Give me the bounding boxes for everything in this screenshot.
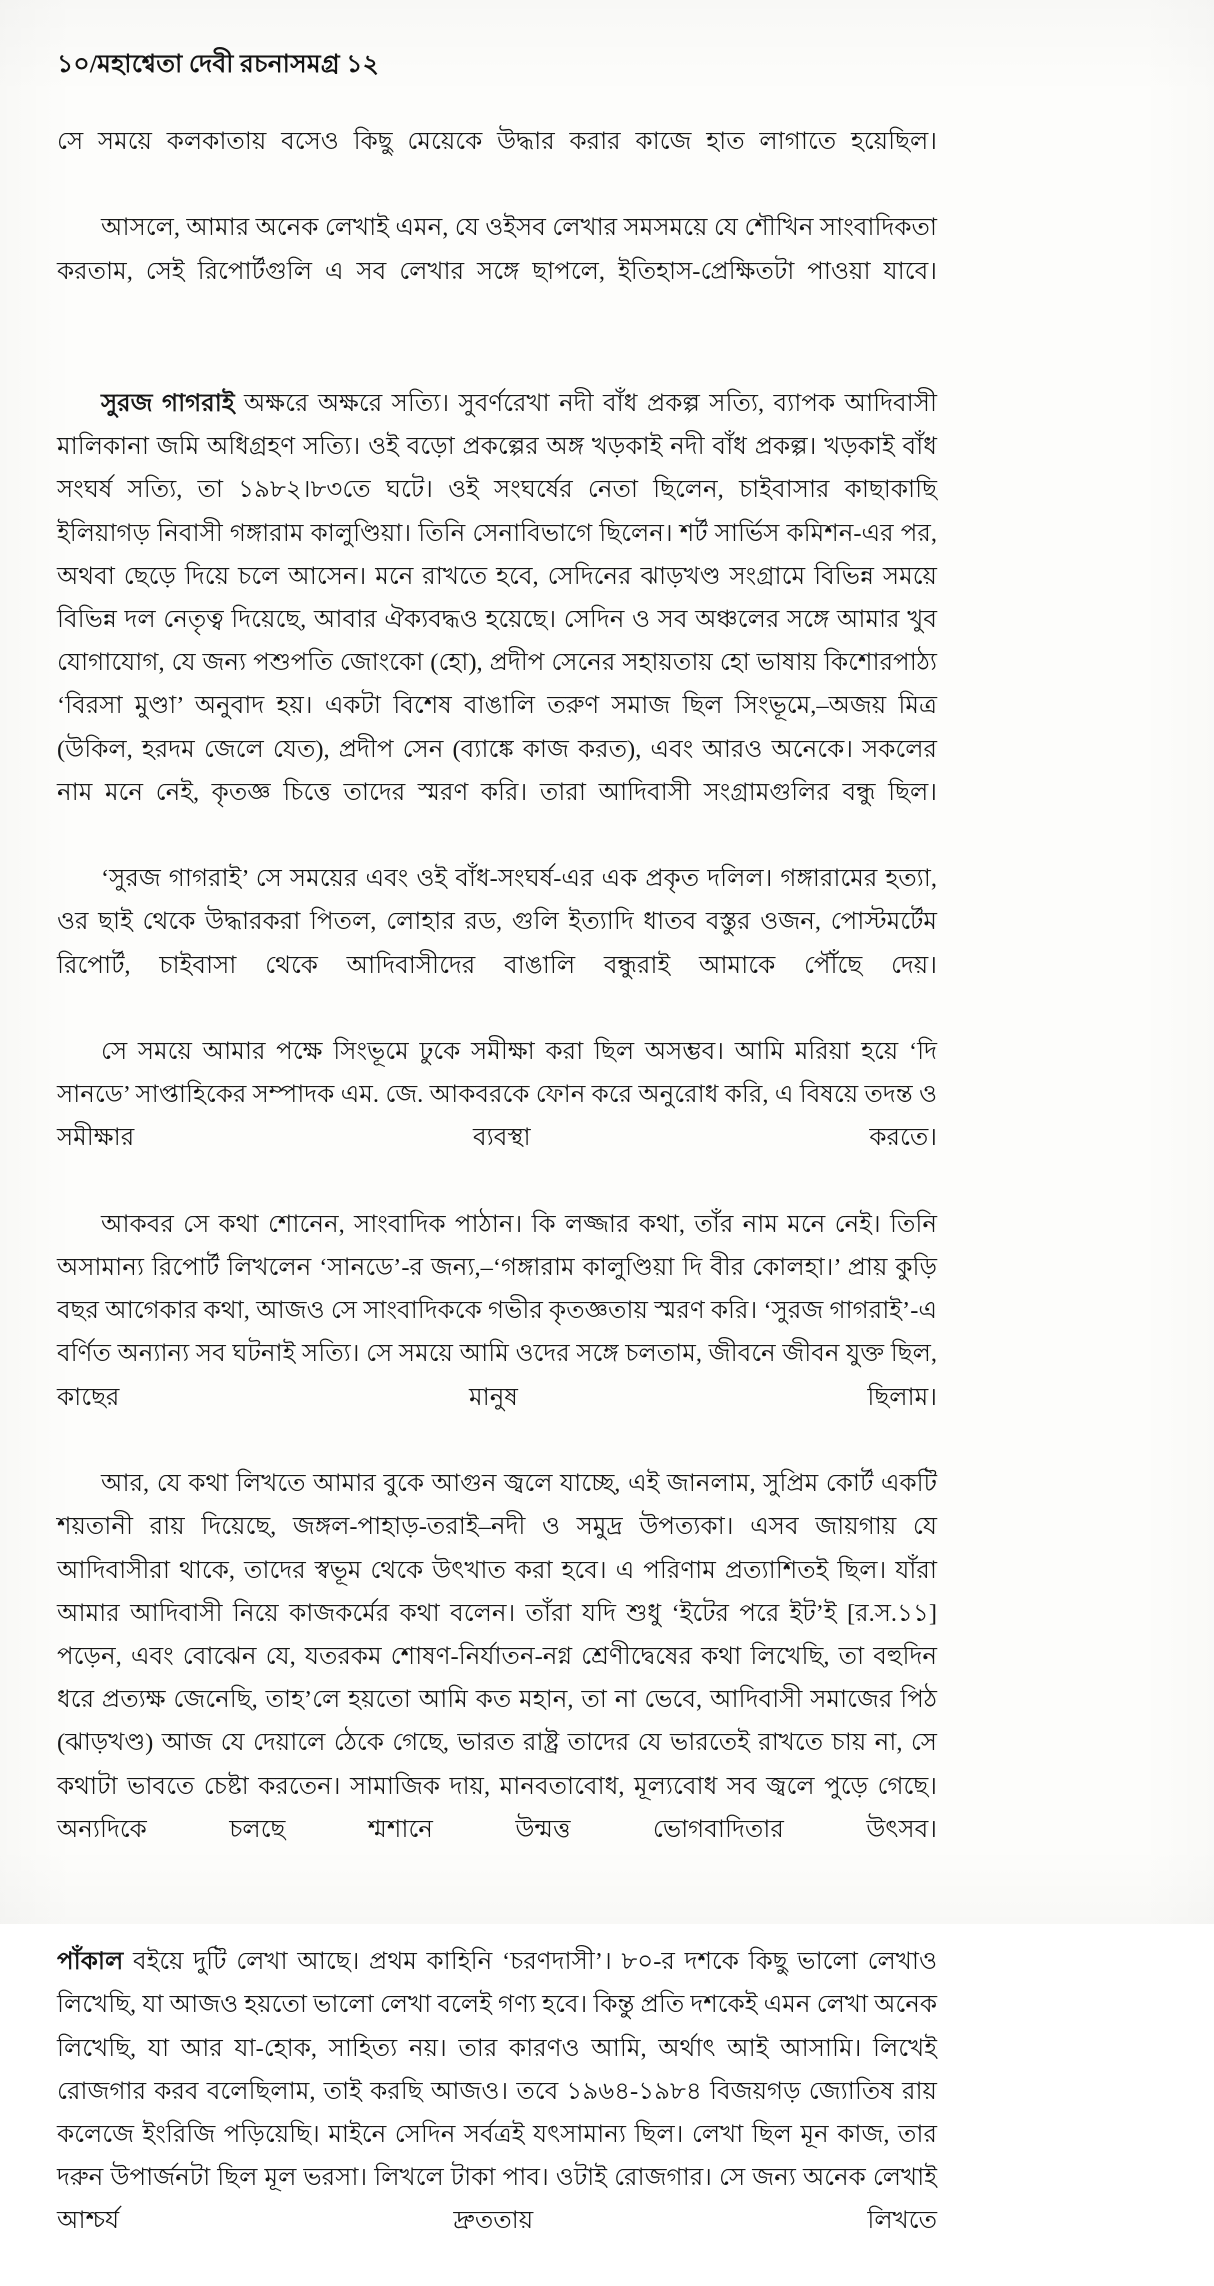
paragraph-text: সে সময়ে আমার পক্ষে সিংভূমে ঢুকে সমীক্ষা করা ছিল অসম্ভব। আমি মরিয়া হয়ে ‘দি সানডে’ সাপ্তাহিকের সম্পাদক এম. জে. আকবরকে ফোন করে অনুরোধ করি, এ বিষয়ে তদন্ত ও সমীক্ষার ব্যবস্থা করতে। [57, 1038, 937, 1152]
paragraph-text: ‘সুরজ গাগরাই’ সে সময়ের এবং ওই বাঁধ-সংঘর্ষ-এর এক প্রকৃত দলিল। গঙ্গারামের হত্যা, ওর ছাই থেকে উদ্ধারকরা পিতল, লোহার রড, গুলি ইত্যাদি ধাতব বস্তুর ওজন, পোস্টমর্টেম রিপোর্ট, চাইবাসা থেকে আদিবাসীদের বাঙালি বন্ধুরাই আমাকে পৌঁছে দেয়। [57, 865, 937, 979]
paragraph-text: অক্ষরে অক্ষরে সত্যি। সুবর্ণরেখা নদী বাঁধ প্রকল্প সত্যি, ব্যাপক আদিবাসী মালিকানা জমি অধিগ্রহণ সত্যি। ওই বড়ো প্রকল্পের অঙ্গ খড়কাই নদী বাঁধ প্রকল্প। খড়কাই বাঁধ সংঘর্ষ সত্যি, তা ১৯৮২।৮৩তে ঘটে। ওই সংঘর্ষের নেতা ছিলেন, চাইবাসার কাছাকাছি ইলিয়াগড় নিবাসী গঙ্গারাম কালুণ্ডিয়া। তিনি সেনাবিভাগে ছিলেন। শর্ট সার্ভিস কমিশন-এর পর, অথবা ছেড়ে দিয়ে চলে আসেন। মনে রাখতে হবে, সেদিনের ঝাড়খণ্ড সংগ্রামে বিভিন্ন সময়ে বিভিন্ন দল নেতৃত্ব দিয়েছে, আবার ঐক্যবদ্ধও হয়েছে। সেদিন ও সব অঞ্চলের সঙ্গে আমার খুব যোগাযোগ, যে জন্য পশুপতি জোংকো (হো), প্রদীপ সেনের সহায়তায় হো ভাষায় কিশোরপাঠ্য ‘বিরসা মুণ্ডা’ অনুবাদ হয়। একটা বিশেষ বাঙালি তরুণ সমাজ ছিল সিংভূমে,–অজয় মিত্র (উকিল, হরদম জেলে যেত), প্রদীপ সেন (ব্যাঙ্কে কাজ করত), এবং আরও অনেকে। সকলের নাম মনে নেই, কৃতজ্ঞ চিত্তে তাদের স্মরণ করি। তারা আদিবাসী সংগ্রামগুলির বন্ধু ছিল। [57, 390, 937, 806]
paragraph-text: আকবর সে কথা শোনেন, সাংবাদিক পাঠান। কি লজ্জার কথা, তাঁর নাম মনে নেই। তিনি অসামান্য রিপোর্ট লিখলেন ‘সানডে’-র জন্য,–‘গঙ্গারাম কালুণ্ডিয়া দি বীর কোলহা।’ প্রায় কুড়ি বছর আগেকার কথা, আজও সে সাংবাদিককে গভীর কৃতজ্ঞতায় স্মরণ করি। ‘সুরজ গাগরাই’-এ বর্ণিত অন্যান্য সব ঘটনাই সত্যি। সে সময়ে আমি ওদের সঙ্গে চলতাম, জীবনে জীবন যুক্ত ছিল, কাছের মানুষ ছিলাম। [57, 1210, 937, 1411]
paragraph-4 [57, 857, 937, 1030]
paragraph-6 [57, 1203, 937, 1462]
paragraph-7 [57, 1462, 937, 1894]
paragraph-3 [57, 382, 937, 857]
page-content [57, 44, 937, 2286]
paragraph-2 [57, 206, 937, 336]
paragraph-text: আসলে, আমার অনেক লেখাই এমন, যে ওইসব লেখার সমসময়ে যে শৌখিন সাংবাদিকতা করতাম, সেই রিপোর্টগুলি এ সব লেখার সঙ্গে ছাপলে, ইতিহাস-প্রেক্ষিতটা পাওয়া যাবে। [57, 214, 937, 285]
paragraph-5 [57, 1030, 937, 1203]
paragraph-text: আর, যে কথা লিখতে আমার বুকে আগুন জ্বলে যাচ্ছে, এই জানলাম, সুপ্রিম কোর্ট একটি শয়তানী রায় দিয়েছে, জঙ্গল-পাহাড়-তরাই–নদী ও সমুদ্র উপত্যকা। এসব জায়গায় যে আদিবাসীরা থাকে, তাদের স্বভূম থেকে উৎখাত করা হবে। এ পরিণাম প্রত্যাশিতই ছিল। যাঁরা আমার আদিবাসী নিয়ে কাজকর্মের কথা বলেন। তাঁরা যদি শুধু ‘ইটের পরে ইট’ই [র.স.১১] পড়েন, এবং বোঝেন যে, যতরকম শোষণ-নির্যাতন-নগ্ন শ্রেণীদ্বেষের কথা লিখেছি, তা বহুদিন ধরে প্রত্যক্ষ জেনেছি, তাহ’লে হয়তো আমি কত মহান, তা না ভেবে, আদিবাসী সমাজের পিঠ (ঝাড়খণ্ড) আজ যে দেয়ালে ঠেকে গেছে, ভারত রাষ্ট্র তাদের যে ভারতেই রাখতে চায় না, সে কথাটা ভাবতে চেষ্টা করতেন। সামাজিক দায়, মানবতাবোধ, মূল্যবোধ সব জ্বলে পুড়ে গেছে। অন্যদিকে চলছে শ্মশানে উন্মত্ত ভোগবাদিতার উৎসব। [57, 1470, 937, 1843]
paragraph-lead-in: পাঁকাল [57, 1948, 124, 1976]
body-text-block [57, 120, 937, 2286]
paragraph-1 [57, 120, 937, 206]
running-head: ১০/মহাশ্বেতা দেবী রচনাসমগ্র ১২ [57, 51, 380, 78]
paragraph-text: সে সময়ে কলকাতায় বসেও কিছু মেয়েকে উদ্ধার করার কাজে হাত লাগাতে হয়েছিল। [57, 128, 937, 155]
paragraph-8 [57, 1940, 937, 2286]
paragraph-text: বইয়ে দুটি লেখা আছে। প্রথম কাহিনি ‘চরণদাসী’। ৮০-র দশকে কিছু ভালো লেখাও লিখেছি, যা আজও হয়তো ভালো লেখা বলেই গণ্য হবে। কিন্তু প্রতি দশকেই এমন লেখা অনেক লিখেছি, যা আর যা-হোক, সাহিত্য নয়। তার কারণও আমি, অর্থাৎ আ‍‌ই আসামি। লিখেই রোজগার করব বলেছিলাম, তাই করছি আজও। তবে ১৯৬৪-১৯৮৪ বিজয়গ‍‌ড় জ্যোতিষ রায় কলেজে ইংরিজি পড়িয়েছি। মাইনে সেদিন সর্বত্রই যৎসামান্য ছিল। লেখা ছিল মূ‍‌ন কাজ, তার দরুন উপার্জনটা ছিল মূল ভরসা। লিখলে টাকা পাব। ওটাই রোজগার। সে জন্য অনেক লেখাই আশ্চর্য দ্রুততায় লিখতে [57, 1948, 937, 2235]
paragraph-lead-in: সুরজ গাগরাই [101, 390, 235, 418]
